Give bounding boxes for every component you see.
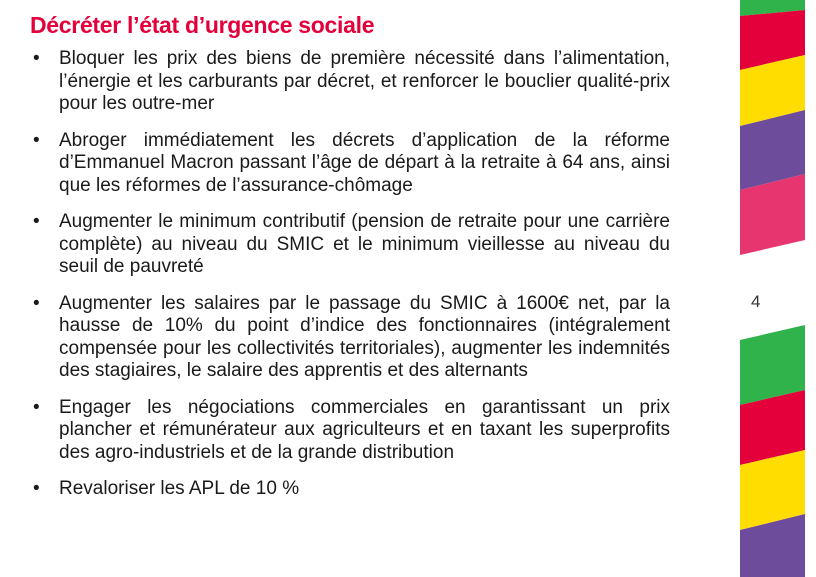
bullet: • xyxy=(33,129,40,151)
list-item-text: Bloquer les prix des biens de première nécessité dans l’alimentation, l’énergie et les carburants par décret, et renforcer le bouclier qualité-prix pour les outre-mer xyxy=(59,48,670,114)
bullet: • xyxy=(33,211,40,232)
bullet: • xyxy=(33,396,40,418)
section-title: Décréter l’état d’urgence sociale xyxy=(30,12,375,38)
bullet: • xyxy=(33,48,40,69)
bullet: • xyxy=(33,292,40,314)
page-number: 4 xyxy=(751,292,761,311)
list-item-text: Engager les négociations commerciales en garantissant un prix plancher et rémunérateur aux agriculteurs et en taxant les superprofits des agro-industriels et de la grande distribution xyxy=(59,396,670,463)
list-item-text: Augmenter le minimum contributif (pension de retraite pour une carrière complète) au niveau du SMIC et le minimum vieillesse au niveau du seuil de pauvreté xyxy=(59,211,670,277)
list-item-text: Revaloriser les APL de 10 % xyxy=(59,478,300,499)
list-item-text: Abroger immédiatement les décrets d’application de la réforme d’Emmanuel Macron passant l’âge de départ à la retraite à 64 ans, ainsi que les réformes de l’assurance-chômage xyxy=(59,129,670,196)
bullet: • xyxy=(33,478,40,499)
list-item-text: Augmenter les salaires par le passage du SMIC à 1600€ net, par la hausse de 10% du point d’indice des fonctionnaires (intégralement compensée pour les collectivités territoriales), augmenter les indemnités des stagiaires, le salaire des apprentis et des alternants xyxy=(59,292,670,381)
